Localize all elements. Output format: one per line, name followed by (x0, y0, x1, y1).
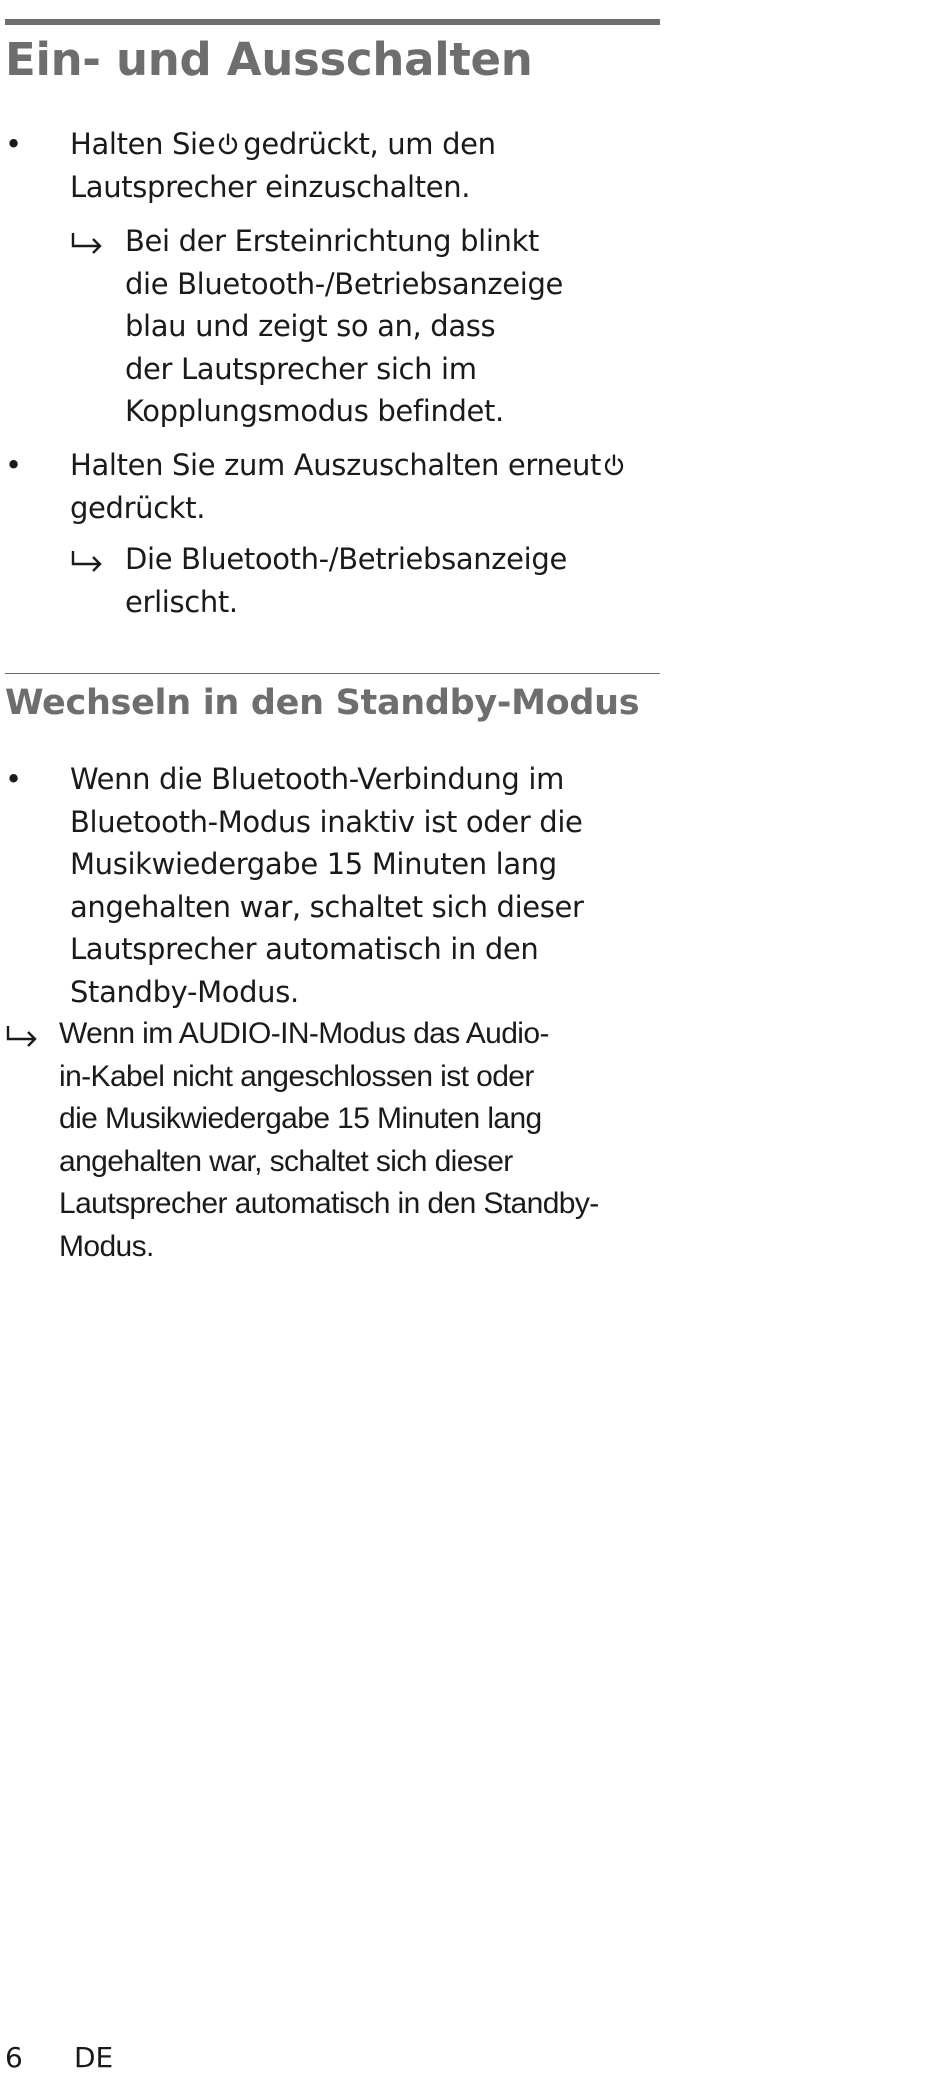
result-line: die Bluetooth-/Betriebsanzeige (125, 266, 564, 301)
list-item-text: Lautsprecher automatisch in den (70, 932, 539, 966)
list-item-text: Lautsprecher einzuschalten. (70, 169, 471, 204)
list-item-text: angehalten war, schaltet sich dieser (70, 889, 584, 924)
bullet-icon: • (5, 127, 23, 161)
result-arrow-icon (5, 1024, 39, 1050)
result-text-ausschalten (125, 538, 567, 623)
result-text-standby-audio-in (59, 1013, 599, 1268)
section-top-rule (5, 19, 660, 25)
result-line: Die Bluetooth-/Betriebsanzeige (125, 542, 567, 576)
result-line: Kopplungsmodus befindet. (125, 394, 504, 428)
result-line: der Lautsprecher sich im (125, 351, 477, 386)
result-arrow-icon (70, 549, 104, 575)
list-item-text: Halten Sie (70, 127, 216, 161)
result-text-einschalten (125, 220, 563, 433)
result-line: angehalten war, schaltet sich dieser (59, 1144, 513, 1178)
list-item-text: gedrückt, um den (243, 127, 496, 161)
bullet-icon: • (5, 448, 23, 482)
section-divider (5, 673, 660, 674)
page-number: 6 (5, 2041, 23, 2074)
result-line: erlischt. (125, 584, 238, 619)
result-arrow-icon (70, 231, 104, 257)
language-code: DE (74, 2041, 114, 2074)
section-title-standby: Wechseln in den Standby-Modus (5, 683, 640, 723)
list-item-ausschalten (70, 444, 629, 529)
power-icon (603, 454, 625, 478)
list-item-text: gedrückt. (70, 490, 206, 525)
result-line: Bei der Ersteinrichtung blinkt (125, 224, 540, 258)
list-item-text: Standby-Modus. (70, 974, 299, 1009)
list-item-text: Halten Sie zum Auszuschalten erneut (70, 448, 602, 482)
list-item-text: Wenn die Bluetooth-Verbindung im (70, 762, 564, 796)
result-line: Wenn im AUDIO-IN-Modus das Audio- (59, 1017, 549, 1050)
power-icon (217, 133, 239, 157)
result-line: die Musikwiedergabe 15 Minuten lang (59, 1102, 542, 1135)
list-item-einschalten (70, 123, 496, 208)
section-title-ein-ausschalten: Ein- und Ausschalten (5, 33, 533, 86)
list-item-text: Musikwiedergabe 15 Minuten lang (70, 847, 557, 881)
result-line: in-Kabel nicht angeschlossen ist oder (59, 1059, 534, 1093)
list-item-text: Bluetooth-Modus inaktiv ist oder die (70, 804, 583, 839)
bullet-icon: • (5, 762, 23, 796)
list-item-standby-bluetooth (70, 758, 584, 1013)
result-line: blau und zeigt so an, dass (125, 309, 496, 343)
result-line: Lautsprecher automatisch in den Standby- (59, 1187, 599, 1220)
result-line: Modus. (59, 1229, 154, 1263)
